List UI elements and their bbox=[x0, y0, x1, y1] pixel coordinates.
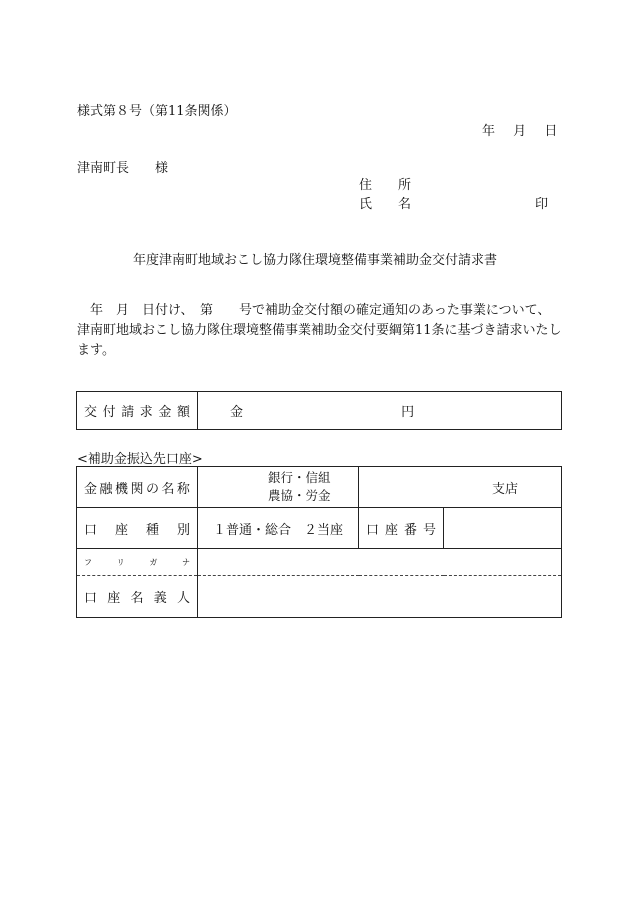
institution-name-field[interactable] bbox=[198, 467, 359, 508]
request-statement: 年 月 日付け、 第 号で補助金交付額の確定通知のあった事業について、津南町地域おこし協力隊住環境整備事業補助金交付要綱第11条に基づき請求いたします。 bbox=[77, 303, 562, 358]
branch-field[interactable] bbox=[359, 467, 562, 508]
form-number-label: 様式第８号（第11条関係） bbox=[77, 104, 237, 119]
currency-suffix: 円 bbox=[401, 405, 415, 420]
account-type-label: 口 座 種 別 bbox=[77, 508, 198, 549]
request-amount-field[interactable] bbox=[198, 392, 562, 430]
institution-label: 金 融 機 関 の 名 称 bbox=[77, 467, 198, 508]
name-field-label: 氏 名 bbox=[359, 197, 412, 212]
addressee: 津南町長 様 bbox=[77, 161, 169, 176]
date-line bbox=[482, 120, 557, 139]
bank-account-table bbox=[76, 466, 562, 618]
year-label: 年 bbox=[482, 124, 496, 139]
account-holder-field[interactable] bbox=[198, 576, 562, 618]
seal-mark: 印 bbox=[535, 197, 549, 212]
account-type-options[interactable]: １普通・総合 ２当座 bbox=[198, 508, 359, 549]
institution-types-line1: 銀行・信組 bbox=[268, 470, 331, 485]
institution-types-line2: 農協・労金 bbox=[268, 488, 331, 503]
furigana-label: フ リ ガ ナ bbox=[77, 549, 198, 576]
currency-prefix: 金 bbox=[230, 405, 244, 420]
address-field-label: 住 所 bbox=[359, 178, 412, 193]
month-label: 月 bbox=[513, 124, 527, 139]
document-title: 年度津南町地域おこし協力隊住環境整備事業補助金交付請求書 bbox=[132, 253, 497, 268]
request-amount-label: 交 付 請 求 金 額 bbox=[77, 392, 198, 430]
account-number-field[interactable] bbox=[444, 508, 562, 549]
request-amount-table bbox=[76, 391, 562, 430]
account-holder-label: 口 座 名 義 人 bbox=[77, 576, 198, 618]
day-label: 日 bbox=[544, 124, 558, 139]
branch-suffix: 支店 bbox=[492, 481, 519, 497]
bank-account-note: <補助金振込先口座> bbox=[77, 452, 203, 467]
account-number-label: 口 座 番 号 bbox=[359, 508, 444, 549]
furigana-field[interactable] bbox=[198, 549, 562, 576]
